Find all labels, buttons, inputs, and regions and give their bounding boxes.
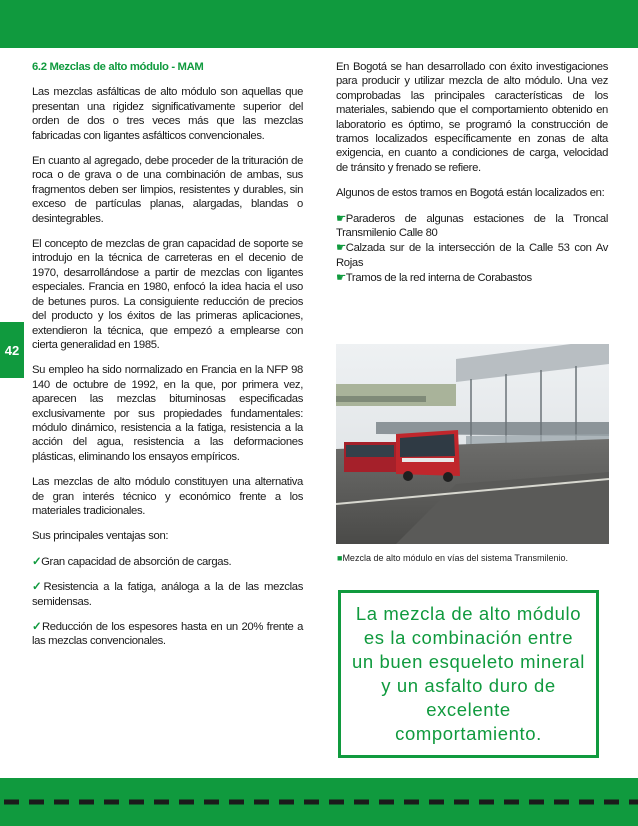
bus-station-illustration bbox=[336, 344, 609, 544]
pointing-hand-icon: ☛ bbox=[336, 212, 346, 225]
checkmark-icon: ✓ bbox=[32, 555, 42, 568]
page-number: 42 bbox=[4, 342, 20, 358]
top-banner bbox=[0, 0, 638, 48]
caption-text: Mezcla de alto módulo en vías del sistema Transmilenio. bbox=[342, 553, 569, 563]
location-item bbox=[336, 212, 608, 241]
advantage-text: Resistencia a la fatiga, análoga a la de las mezclas semidensas. bbox=[32, 581, 303, 608]
checkmark-icon: ✓ bbox=[32, 581, 44, 594]
paragraph: En cuanto al agregado, debe proceder de la trituración de roca o de grava o de una combinación de ambas, sus fragmentos deben ser limpios, resistentes y durables, sin exceso de partículas planas, alargadas, blandas o desintegrables. bbox=[32, 155, 303, 225]
location-text: Calzada sur de la intersección de la Calle 53 con Av Rojas bbox=[336, 242, 608, 269]
distant-trees bbox=[336, 384, 456, 406]
paragraph: Su empleo ha sido normalizado en Francia en la NFP 98 140 de octubre de 1992, en la que, por primera vez, aparecen las mezclas bituminosas especificadas exclusivamente por sus propiedades fundamentales: módulo dinámico, resistencia a la fatiga, resistencia a la acción del agua, resistencia a las deformaciones plásticas, eliminando los ensayos empíricos. bbox=[32, 364, 303, 463]
checkmark-icon: ✓ bbox=[32, 621, 42, 633]
figure-caption bbox=[337, 553, 617, 563]
advantage-text: Reducción de los espesores hasta en un 20% frente a las mezclas convencionales. bbox=[32, 621, 304, 648]
left-column bbox=[32, 60, 303, 660]
location-item bbox=[336, 271, 608, 285]
right-column bbox=[336, 60, 608, 286]
paragraph: Las mezclas asfálticas de alto módulo son aquellas que presentan una rigidez significativamente superior del orden de dos o tres veces más que las mezclas fabricadas con ligantes asfálticos convencionales. bbox=[32, 86, 303, 142]
advantage-item bbox=[32, 620, 303, 649]
paragraph: Las mezclas de alto módulo constituyen una alternativa de gran interés técnico y económico frente a los materiales tradicionales. bbox=[32, 476, 303, 517]
location-text: Paraderos de algunas estaciones de la Troncal Transmilenio Calle 80 bbox=[336, 212, 608, 240]
advantage-text: Gran capacidad de absorción de cargas. bbox=[41, 555, 232, 568]
location-list bbox=[336, 212, 608, 286]
paragraph: En Bogotá se han desarrollado con éxito investigaciones para producir y utilizar mezcla de alto módulo. Una vez comprobadas las principales características de los materiales, sabiendo que el comportamiento obtenido en laboratorio es óptimo, se programó la construcción de tramos localizados específicamente en zonas de alta exigencia, en cuanto a condiciones de carga, velocidad de tránsito y frenado se refiere. bbox=[336, 61, 608, 174]
section-heading: 6.2 Mezclas de alto módulo - MAM bbox=[32, 61, 204, 73]
pedestrian-bridge bbox=[336, 396, 426, 402]
pull-quote-text: La mezcla de alto módulo es la combinación entre un buen esqueleto mineral y un asfalto duro de excelente comportamiento. bbox=[351, 603, 586, 744]
paragraph: Algunos de estos tramos en Bogotá están localizados en: bbox=[336, 187, 605, 200]
square-bullet-icon: ■ bbox=[337, 553, 343, 563]
paragraph: Sus principales ventajas son: bbox=[32, 530, 169, 543]
location-item bbox=[336, 241, 608, 270]
advantage-item bbox=[32, 555, 303, 569]
pointing-hand-icon: ☛ bbox=[336, 272, 346, 285]
page-number-tab bbox=[0, 322, 24, 378]
location-text: Tramos de la red interna de Corabastos bbox=[345, 272, 532, 285]
pull-quote-box bbox=[338, 590, 599, 758]
advantage-item bbox=[32, 580, 303, 609]
pointing-hand-icon: ☛ bbox=[336, 242, 346, 255]
dashed-rule bbox=[0, 797, 638, 807]
transmilenio-photo bbox=[336, 344, 609, 544]
paragraph: El concepto de mezclas de gran capacidad de soporte se introdujo en la técnica de carreteras en el decenio de 1970, desarrollándose a partir de mezclas con ligantes especiales. Francia en 1980, enfocó la idea hacia el uso de betunes puros. La consiguiente reducción de precios del producto y los éxitos de las primeras aplicaciones, extendieron la técnica, que empezó a emplearse con cierta generalidad en 1985. bbox=[32, 238, 303, 351]
